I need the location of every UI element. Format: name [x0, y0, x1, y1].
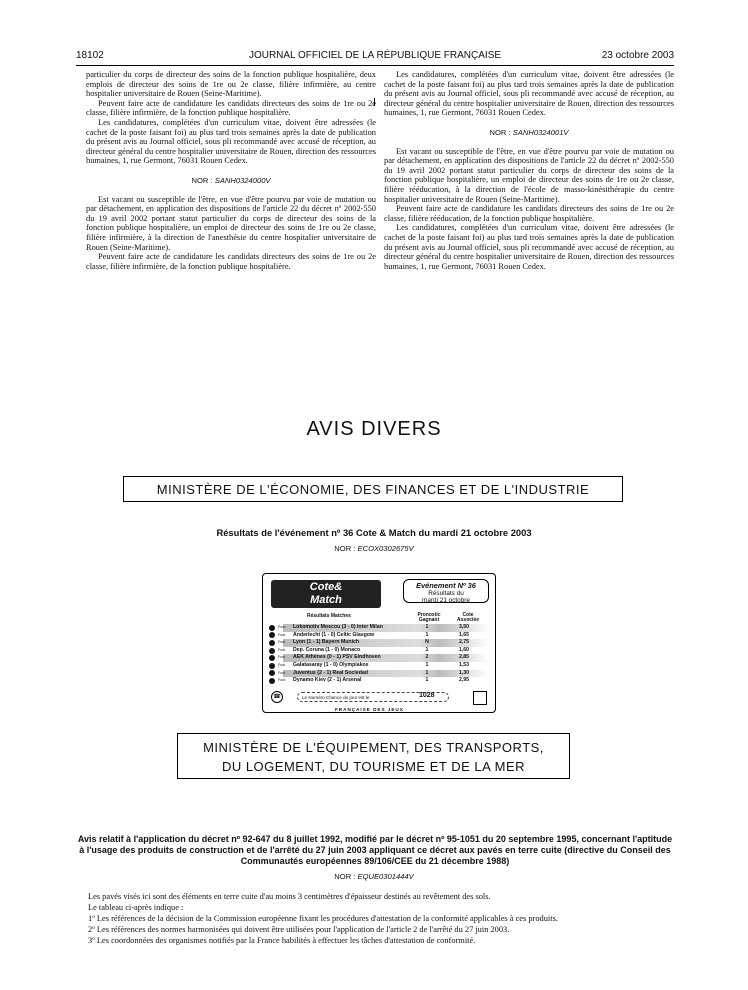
nor-reference: NOR : SANH0324000V [191, 175, 271, 185]
paragraph: Les candidatures, complétées d'un curriculum vitae, doivent être adressées (le cachet de la poste faisant foi) au plus tard trois semaines après la date de publication du présent avis au Journal officiel, sous pli recommandé avec accusé de réception, au directeur général du centre hospitalier universitaire de Rouen, direction des ressources humaines, 1, rue Germont, 76031 Rouen Cedex. [86, 117, 376, 166]
issue-date: 23 octobre 2003 [601, 50, 674, 61]
header-rule [76, 65, 674, 66]
paragraph: Les candidatures, complétées d'un curriculum vitae, doivent être adressées (le cachet de la poste faisant foi) au plus tard trois semaines après la date de publication du présent avis au Journal officiel, sous pli recommandé avec accusé de réception, au directeur général du centre hospitalier universitaire de Rouen, direction des ressources humaines, 1, rue Germont, 76031 Rouen Cedex. [384, 223, 674, 271]
paragraph: 3º Les coordonnées des organismes notifiés par la France habilités à effectuer les tâches d'attestation de conformité. [88, 936, 476, 945]
chance-number: 1028 [419, 692, 435, 699]
table-row: Foot AEK Athènes (0 - 1) PSV Eindhoven 2 2,85 [269, 654, 491, 662]
results-ticket [262, 573, 496, 713]
barcode-icon [473, 691, 487, 705]
paragraph: Est vacant ou susceptible de l'être, en vue d'être pourvu par voie de mutation ou par détachement, en application des dispositions de l'article 22 du décret nº 2002-550 du 19 avril 2002 portant statut particulier du corps de directeur des soins de la fonction publique hospitalière, un emploi de directeur des soins de 1re ou 2e classe, filière rééducation, à la direction de l'école de masso-kinésithérapie du centre hospitalier universitaire de Rouen (Seine-Maritime). [384, 146, 674, 204]
paragraph: Peuvent faire acte de candidature les candidats directeurs des soins de 1re ou 2e classe, filière infirmière, de la fonction publique hospitalière. [86, 98, 376, 118]
table-row: Foot Lyon (1 - 1) Bayern Munich N 2,75 [269, 639, 491, 647]
ball-icon [269, 663, 275, 669]
paragraph: Peuvent faire acte de candidature les candidats directeurs des soins de 1re ou 2e classe, filière rééducation, de la fonction publique hospitalière. [384, 204, 674, 223]
paragraph: Les candidatures, complétées d'un curriculum vitae, doivent être adressées (le cachet de la poste faisant foi) au plus tard trois semaines après la date de publication du présent avis au Journal officiel, sous pli recommandé avec accusé de réception, au directeur général du centre hospitalier universitaire de Rouen, direction des ressources humaines, 1, rue Germont, 76031 Rouen Cedex. [384, 70, 674, 118]
phone-icon: ☎ [271, 691, 283, 703]
ball-icon [269, 678, 275, 684]
table-row: Foot Dynamo Kiev (2 - 1) Arsenal 1 2,95 [269, 677, 491, 685]
ball-icon [269, 625, 275, 631]
notice-title: Avis relatif à l'application du décret nº 92-647 du 8 juillet 1992, modifié par le décret nº 95-1051 du 20 septembre 1995, concernant l'aptitude à l'usage des produits de construction et de l'arrêté du 27 juin 2003 appliquant ce décret aux pavés en terre cuite (directive du Conseil des Communautés européennes 89/106/CEE du 21 décembre 1988) [77, 834, 673, 866]
table-row: Foot Lokomotiv Moscou (3 - 0) Inter Milan 1 3,50 [269, 624, 491, 632]
ball-icon [269, 640, 275, 646]
notice-body [76, 891, 674, 946]
page-header [76, 50, 674, 64]
paragraph: Le tableau ci-après indique : [88, 903, 184, 912]
ball-icon [269, 648, 275, 654]
ball-icon [269, 632, 275, 638]
nor-reference: NOR : EQUE0301444V [334, 872, 414, 881]
ball-icon [269, 655, 275, 661]
paragraph: 1º Les références de la décision de la Commission européenne fixant les procédures d'attestation de la conformité applicables à ces produits. [88, 914, 558, 923]
paragraph: Peuvent faire acte de candidature les candidats directeurs des soins de 1re ou 2e classe, filière infirmière, de la fonction publique hospitalière. [86, 252, 376, 271]
column-separator [374, 98, 375, 106]
table-row: Foot Anderlecht (1 - 0) Celtic Glasgow 1 1,65 [269, 632, 491, 640]
journal-title: JOURNAL OFFICIEL DE LA RÉPUBLIQUE FRANÇAISE [248, 50, 502, 61]
table-row: Foot Juventus (2 - 1) Real Sociedad 1 1,30 [269, 670, 491, 678]
ticket-table-header: Résultats Matches Pronostic Gagnant Cote Associée [307, 612, 479, 623]
chance-number-label: Le Numéro Chance du jour est le [297, 692, 449, 702]
nor-reference: NOR : ECOX0302675V [334, 544, 414, 553]
fdj-logo: FRANÇAISE DES JEUX [335, 707, 404, 712]
ticket-rows [269, 624, 491, 685]
nor-reference: NOR : SANH0324001V [489, 127, 569, 137]
results-title: Résultats de l'événement nº 36 Cote & Match du mardi 21 octobre 2003 [216, 527, 532, 538]
paragraph: particulier du corps de directeur des soins de la fonction publique hospitalière, deux emplois de directeur des soins de 1re ou 2e classe, filière infirmière, au centre hospitalier universitaire de Rouen (Seine-Maritime). [86, 70, 376, 99]
cote-match-logo: Cote& Match [271, 580, 381, 608]
paragraph: Est vacant ou susceptible de l'être, en vue d'être pourvu par voie de mutation ou par détachement, en application des dispositions de l'article 22 du décret nº 2002-550 du 19 avril 2002 portant statut particulier du corps de directeur des soins de la fonction publique hospitalière, un emploi de directeur des soins de 1re ou 2e classe, filière infirmière, à la direction de l'anesthésie du centre hospitalier universitaire de Rouen (Seine-Maritime). [86, 194, 376, 252]
page-number: 18102 [76, 50, 104, 61]
event-box: Evénement Nº 36 Résultats du mardi 21 octobre [403, 579, 489, 603]
left-column [86, 70, 376, 271]
table-row: Foot Galatasaray (1 - 0) Olympiakos 1 1,53 [269, 662, 491, 670]
ball-icon [269, 670, 275, 676]
ministry-box: MINISTÈRE DE L'ÉQUIPEMENT, DES TRANSPORTS, DU LOGEMENT, DU TOURISME ET DE LA MER [177, 733, 570, 779]
right-column [384, 70, 674, 271]
ministry-box: MINISTÈRE DE L'ÉCONOMIE, DES FINANCES ET DE L'INDUSTRIE [123, 476, 623, 502]
section-title: AVIS DIVERS [306, 418, 442, 440]
table-row: Foot Dep. Coruna (1 - 0) Monaco 1 1,60 [269, 647, 491, 655]
ticket-footer [269, 691, 491, 705]
paragraph: 2º Les références des normes harmonisées qui doivent être utilisées pour l'application de l'article 2 de l'arrêté du 27 juin 2003. [88, 925, 510, 934]
paragraph: Les pavés visés ici sont des éléments en terre cuite d'au moins 3 centimètres d'épaisseur destinés au revêtement des sols. [88, 892, 491, 901]
